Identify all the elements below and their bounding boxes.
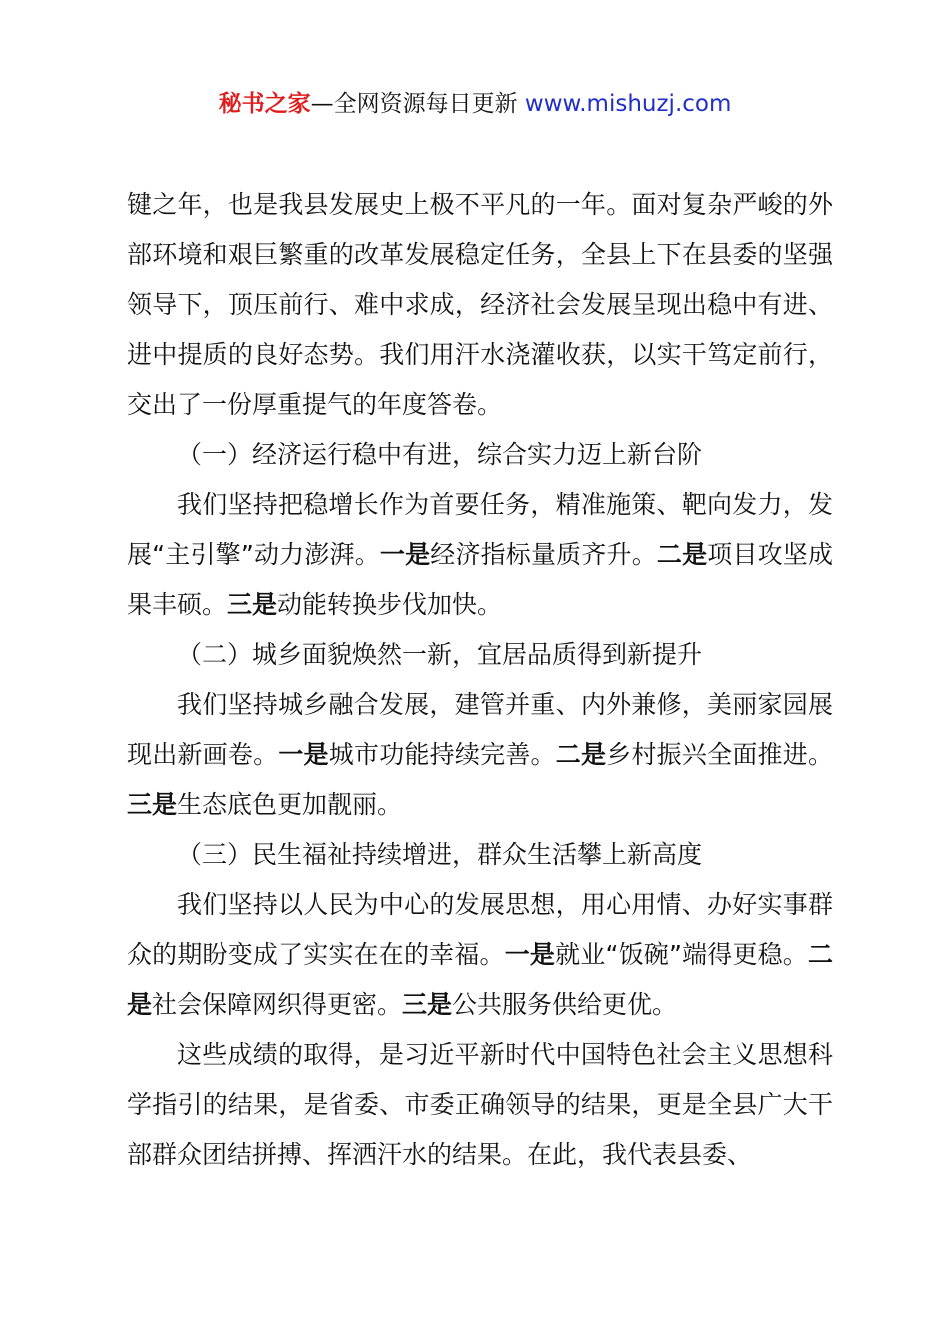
section-heading-3: （三）民生福祉持续增进，群众生活攀上新高度: [177, 840, 703, 869]
paragraph-3: [127, 680, 833, 830]
document-body: [127, 180, 833, 1180]
keyword-yi-shi: 一是: [504, 940, 556, 969]
brand-name: 秘书之家: [218, 91, 311, 117]
point-text: 生态底色更加靓丽。: [177, 790, 403, 819]
page-header: [0, 86, 950, 122]
section-heading-1: （一）经济运行稳中有进，综合实力迈上新台阶: [177, 440, 703, 469]
keyword-yi-shi: 一是: [278, 740, 329, 769]
keyword-er-shi: 二是: [555, 740, 607, 769]
header-tagline: —全网资源每日更新: [310, 91, 518, 117]
point-text: 动能转换步伐加快。: [277, 590, 503, 619]
keyword-san-shi: 三是: [227, 590, 278, 619]
paragraph-4: [127, 880, 833, 1030]
site-link[interactable]: www.mishuzj.com: [524, 91, 732, 117]
point-text: 公共服务供给更优。: [452, 990, 678, 1019]
paragraph-2-intro: 我们坚持把稳增长作为首要任务，精准施策、靶向发力，发展“主引擎”动力澎湃。: [127, 490, 833, 569]
keyword-er-shi: 二是: [656, 540, 708, 569]
point-text: 乡村振兴全面推进。: [606, 740, 833, 769]
paragraph-3-intro: 我们坚持城乡融合发展，建管并重、内外兼修，美丽家园展现出新画卷。: [127, 690, 833, 769]
point-text: 社会保障网织得更密。: [152, 990, 403, 1019]
paragraph-2: [127, 480, 833, 630]
section-heading-2: （二）城乡面貌焕然一新，宜居品质得到新提升: [177, 640, 703, 669]
point-text: 城市功能持续完善。: [328, 740, 556, 769]
point-text: 就业“饭碗”端得更稳。: [555, 940, 808, 969]
keyword-san-shi: 三是: [127, 790, 178, 819]
paragraph-1: 键之年，也是我县发展史上极不平凡的一年。面对复杂严峻的外部环境和艰巨繁重的改革发展稳定任务，全县上下在县委的坚强领导下，顶压前行、难中求成，经济社会发展呈现出稳中有进、进中提质的良好态势。我们用汗水浇灌收获，以实干笃定前行，交出了一份厚重提气的年度答卷。: [127, 190, 833, 419]
keyword-yi-shi: 一是: [379, 540, 431, 569]
paragraph-4-intro: 我们坚持以人民为中心的发展思想，用心用情、办好实事群众的期盼变成了实实在在的幸福。: [127, 890, 833, 969]
keyword-san-shi: 三是: [402, 990, 453, 1019]
keyword-er-shi: 二是: [127, 940, 833, 1019]
point-text: 经济指标量质齐升。: [430, 540, 657, 569]
point-text: 项目攻坚成果丰硕。: [127, 540, 833, 619]
paragraph-5: 这些成绩的取得，是习近平新时代中国特色社会主义思想科学指引的结果，是省委、市委正确领导的结果，更是全县广大干部群众团结拼搏、挥洒汗水的结果。在此，我代表县委、: [127, 1040, 833, 1169]
